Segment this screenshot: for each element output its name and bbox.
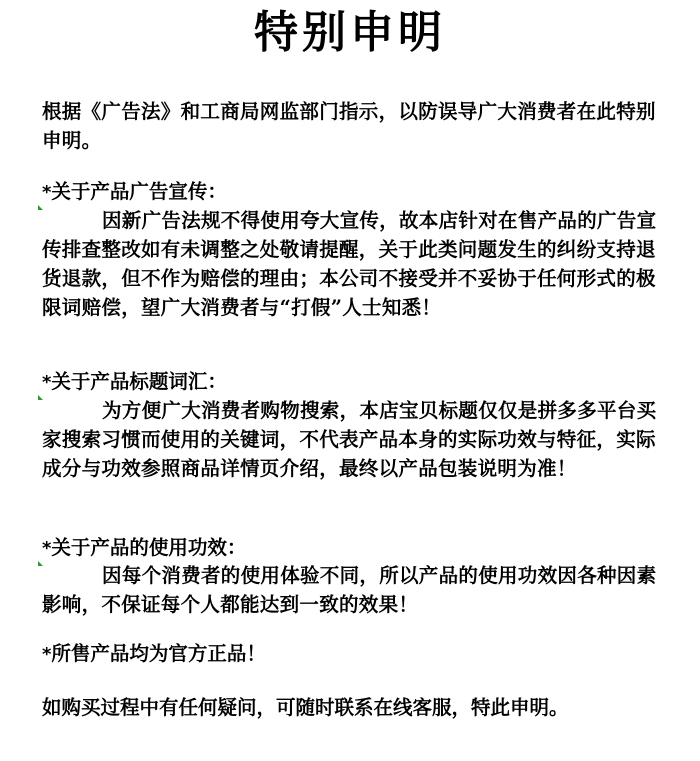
section-heading-text: 关于产品广告宣传： — [51, 180, 227, 203]
page-title: 特别申明 — [254, 7, 446, 58]
section-title-words-heading — [42, 368, 662, 397]
section-heading-text: 关于产品标题词汇： — [51, 370, 227, 393]
official-products-line — [42, 640, 662, 669]
official-products-text: 所售产品均为官方正品！ — [51, 642, 266, 665]
asterisk-bullet: * — [42, 538, 52, 559]
asterisk-bullet: * — [42, 372, 52, 393]
section-advertising-heading — [42, 178, 662, 207]
closing-paragraph: 如购买过程中有任何疑问，可随时联系在线客服，特此申明。 — [42, 696, 569, 719]
intro-paragraph: 根据《广告法》和工商局网监部门指示，以防误导广大消费者在此特别申明。 — [42, 100, 656, 152]
section-efficacy-heading — [42, 534, 662, 563]
section-advertising-body: 因新广告法规不得使用夸大宣传，故本店针对在售产品的广告宣传排查整改如有未调整之处敬请提醒，关于此类问题发生的纠纷支持退货退款，但不作为赔偿的理由；本公司不接受并不妥协于任何形式的极限词赔偿，望广大消费者与“打假”人士知悉！ — [42, 209, 657, 319]
section-title-words-body: 为方便广大消费者购物搜索，本店宝贝标题仅仅是拼多多平台买家搜索习惯而使用的关键词，不代表产品本身的实际功效与特征，实际成分与功效参照商品详情页介绍，最终以产品包装说明为准！ — [42, 399, 657, 480]
section-efficacy-body: 因每个消费者的使用体验不同，所以产品的使用功效因各种因素影响，不保证每个人都能达到一致的效果！ — [42, 564, 657, 616]
section-heading-text: 关于产品的使用功效： — [51, 536, 247, 559]
asterisk-bullet: * — [42, 182, 52, 203]
asterisk-bullet: * — [42, 644, 52, 665]
